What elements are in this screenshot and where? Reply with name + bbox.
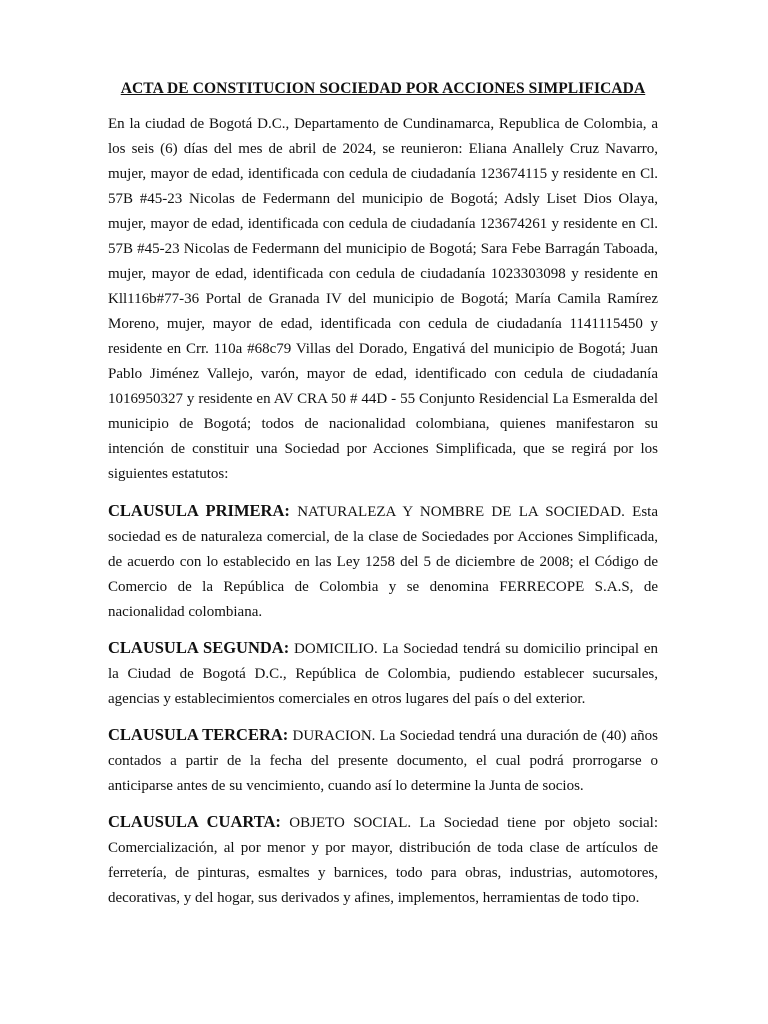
document-title: ACTA DE CONSTITUCION SOCIEDAD POR ACCIONES SIMPLIFICADA [120, 80, 646, 97]
clause-text: OBJETO SOCIAL. La Sociedad tiene por objeto social: Comercialización, al por menor y por mayor, distribución de toda clase de artículos de ferretería, de pinturas, esmaltes y barnices, todo para obras, industrias, automotores, decorativas, y del hogar, sus derivados y afines, implementos, herramientas de todo tipo. [108, 815, 658, 906]
clause-cuarta [108, 809, 658, 911]
clause-tercera [108, 722, 658, 799]
clause-primera [108, 498, 658, 625]
clause-segunda [108, 635, 658, 712]
clause-heading: CLAUSULA SEGUNDA: [108, 638, 290, 657]
clause-heading: CLAUSULA PRIMERA: [108, 501, 290, 520]
intro-paragraph: En la ciudad de Bogotá D.C., Departamento de Cundinamarca, Republica de Colombia, a los seis (6) días del mes de abril de 2024, se reunieron: Eliana Anallely Cruz Navarro, mujer, mayor de edad, identificada con cedula de ciudadanía 123674115 y residente en Cl. 57B #45-23 Nicolas de Federmann del municipio de Bogotá; Adsly Liset Dios Olaya, mujer, mayor de edad, identificada con cedula de ciudadanía 123674261 y residente en Cl. 57B #45-23 Nicolas de Federmann del municipio de Bogotá; Sara Febe Barragán Taboada, mujer, mayor de edad, identificada con cedula de ciudadanía 1023303098 y residente en Kll116b#77-36 Portal de Granada IV del municipio de Bogotá; María Camila Ramírez Moreno, mujer, mayor de edad, identificada con cedula de ciudadanía 1141115450 y residente en Crr. 110a #68c79 Villas del Dorado, Engativá del municipio de Bogotá; Juan Pablo Jiménez Vallejo, varón, mayor de edad, identificado con cedula de ciudadanía 1016950327 y residente en AV CRA 50 # 44D - 55 Conjunto Residencial La Esmeralda del municipio de Bogotá; todos de nacionalidad colombiana, quienes manifestaron su intención de constituir una Sociedad por Acciones Simplificada, que se regirá por los siguientes estatutos: [108, 116, 658, 482]
clause-heading: CLAUSULA CUARTA: [108, 812, 281, 831]
clause-text: NATURALEZA Y NOMBRE DE LA SOCIEDAD. Esta sociedad es de naturaleza comercial, de la clase de Sociedades por Acciones Simplificada, de acuerdo con lo establecido en las Ley 1258 del 5 de diciembre de 2008; el Código de Comercio de la República de Colombia y se denomina FERRECOPE S.A.S, de nacionalidad colombiana. [108, 504, 658, 620]
document-page [108, 80, 658, 921]
clause-heading: CLAUSULA TERCERA: [108, 725, 289, 744]
clause-text: DOMICILIO. La Sociedad tendrá su domicilio principal en la Ciudad de Bogotá D.C., República de Colombia, pudiendo establecer sucursales, agencias y establecimientos comerciales en otros lugares del país o del exterior. [108, 641, 658, 707]
clause-text: DURACION. La Sociedad tendrá una duración de (40) años contados a partir de la fecha del presente documento, el cual podrá prorrogarse o anticiparse antes de su vencimiento, cuando así lo determine la Junta de socios. [108, 728, 659, 794]
